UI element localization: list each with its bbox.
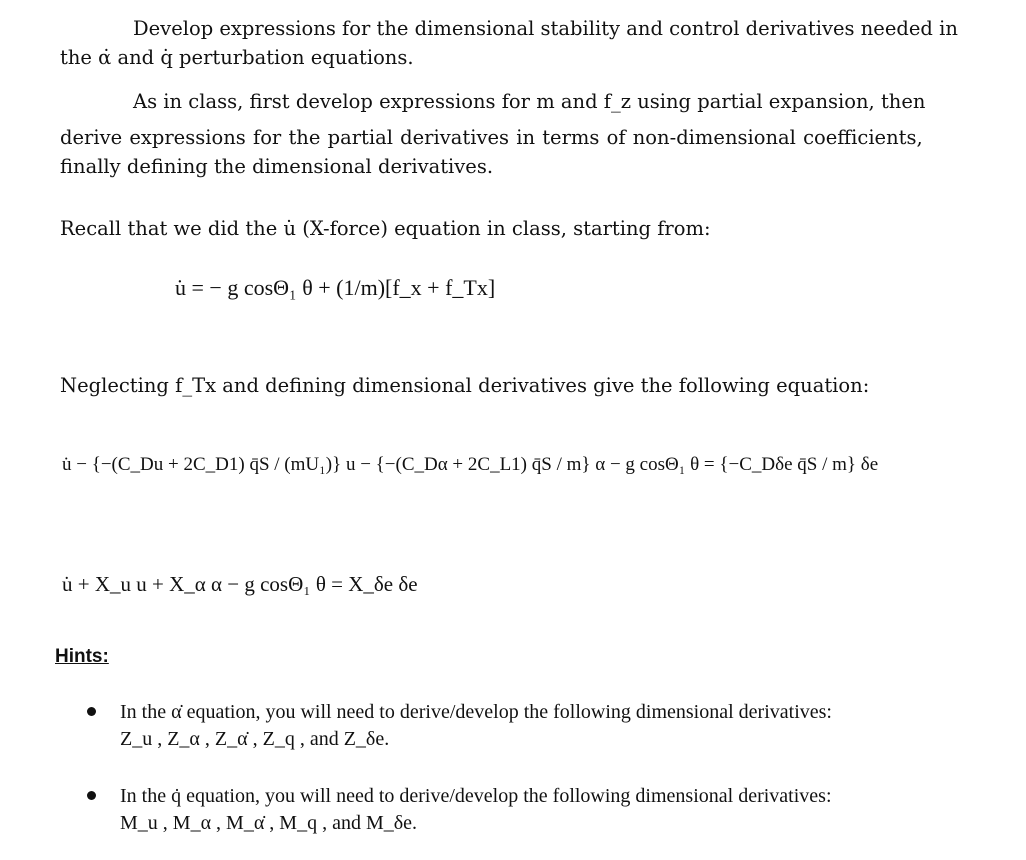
bullet-2-icon — [87, 791, 96, 800]
equation-u-dot-dimensional: u̇ + X_u u + X_α α − g cosΘ₁ θ = X_δe δe — [62, 572, 418, 596]
equation-u-dot-base — [175, 275, 495, 301]
instruction-line-3: finally defining the dimensional derivatives. — [60, 155, 494, 178]
neglecting-line: Neglecting f_Tx and defining dimensional derivatives give the following equation: — [60, 374, 870, 397]
instruction-line-2: derive expressions for the partial derivatives in terms of non-dimensional coefficients, — [60, 126, 923, 149]
equation-u-dot-expanded: u̇ − {−(C_Du + 2C_D1) q̄S / (mU₁)} u − {−(C_Dα + 2C_L1) q̄S / m} α − g cosΘ₁ θ = {−C_Dδe q̄S / m} δe — [62, 454, 879, 475]
hints-title: Hints: — [55, 646, 109, 667]
hint-1-line-1: In the α̇ equation, you will need to derive/develop the following dimensional derivatives: — [120, 701, 832, 723]
hint-1-line-2: Z_u , Z_α , Z_α̇ , Z_q , and Z_δe. — [120, 728, 390, 750]
recall-line: Recall that we did the u̇ (X-force) equation in class, starting from: — [60, 217, 711, 240]
intro-line-2: the α̇ and q̇ perturbation equations. — [60, 46, 414, 69]
equation-u-dot-base-text: u̇ = − g cosΘ₁ θ + (1/m)[f_x + f_Tx] — [175, 275, 496, 300]
intro-line-1: Develop expressions for the dimensional stability and control derivatives needed in — [133, 17, 958, 40]
hint-2-line-1: In the q̇ equation, you will need to derive/develop the following dimensional derivatives: — [120, 785, 832, 807]
instruction-line-1: As in class, first develop expressions for m and f_z using partial expansion, then — [133, 90, 926, 113]
bullet-1-icon — [87, 707, 96, 716]
hint-2-line-2: M_u , M_α , M_α̇ , M_q , and M_δe. — [120, 812, 418, 834]
